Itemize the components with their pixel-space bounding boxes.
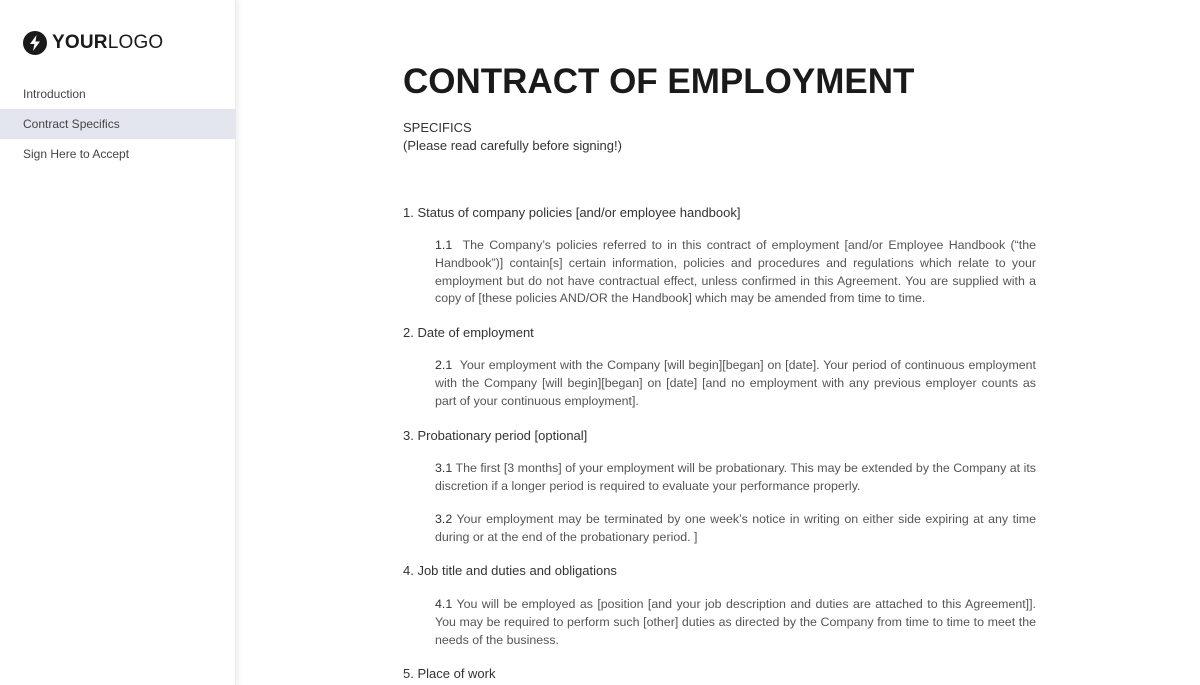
clause-number: 4.1 — [435, 597, 453, 611]
clause-number: 2.1 — [435, 358, 453, 372]
sidebar-item-label: Introduction — [23, 87, 86, 101]
clause-number: 1.1 — [435, 238, 453, 252]
specifics-note: (Please read carefully before signing!) — [403, 137, 622, 153]
logo[interactable] — [23, 31, 163, 55]
clause-3-2 — [435, 511, 1036, 547]
sidebar-item-label: Sign Here to Accept — [23, 147, 130, 161]
section-heading-3: 3. Probationary period [optional] — [403, 428, 588, 443]
document-area — [237, 0, 1200, 685]
sidebar — [0, 0, 236, 685]
sidebar-item-label: Contract Specifics — [23, 117, 120, 131]
section-heading-5: 5. Place of work — [403, 666, 496, 681]
clause-text: Your employment with the Company [will begin][began] on [date]. Your period of continuous employment with the Company [will begin][began] on [date] [and no employment with any previous employer counts as part of your continuous employment]. — [435, 358, 1036, 408]
logo-text — [52, 31, 163, 55]
clause-2-1 — [435, 357, 1036, 410]
sidebar-item-contract-specifics[interactable] — [0, 109, 236, 139]
specifics-label: SPECIFICS — [403, 120, 472, 135]
sidebar-nav — [0, 79, 236, 169]
logo-text-bold: YOUR — [52, 32, 108, 53]
clause-4-1 — [435, 596, 1036, 649]
clause-1-1 — [435, 237, 1036, 308]
clause-text: You will be employed as [position [and your job description and duties are attached to this Agreement]]. You may be required to perform such [other] duties as directed by the Company from time to time to meet the needs of the business. — [435, 597, 1036, 647]
clause-3-1 — [435, 460, 1036, 496]
clause-text: The Company’s policies referred to in this contract of employment [and/or Employee Handbook (“the Handbook”)] contain[s] certain information, policies and procedures and regulations which relate to your employment but do not have contractual effect, unless confirmed in this Agreement. You are supplied with a copy of [these policies AND/OR the Handbook] which may be amended from time to time. — [435, 238, 1036, 306]
sidebar-item-introduction[interactable] — [0, 79, 236, 109]
specifics-block — [403, 119, 622, 154]
clause-text: The first [3 months] of your employment will be probationary. This may be extended by the Company at its discretion if a longer period is required to evaluate your performance properly. — [435, 461, 1036, 493]
lightning-bolt-icon — [23, 31, 47, 55]
section-heading-4: 4. Job title and duties and obligations — [403, 563, 617, 578]
clause-number: 3.2 — [435, 512, 453, 526]
sidebar-item-sign-here[interactable] — [0, 139, 236, 169]
clause-number: 3.1 — [435, 461, 453, 475]
clause-text: Your employment may be terminated by one week’s notice in writing on either side expiring at any time during or at the end of the probationary period. ] — [435, 512, 1036, 544]
logo-text-light: LOGO — [107, 32, 164, 53]
document-title: CONTRACT OF EMPLOYMENT — [403, 62, 915, 101]
section-heading-2: 2. Date of employment — [403, 325, 534, 340]
section-heading-1: 1. Status of company policies [and/or employee handbook] — [403, 205, 741, 220]
